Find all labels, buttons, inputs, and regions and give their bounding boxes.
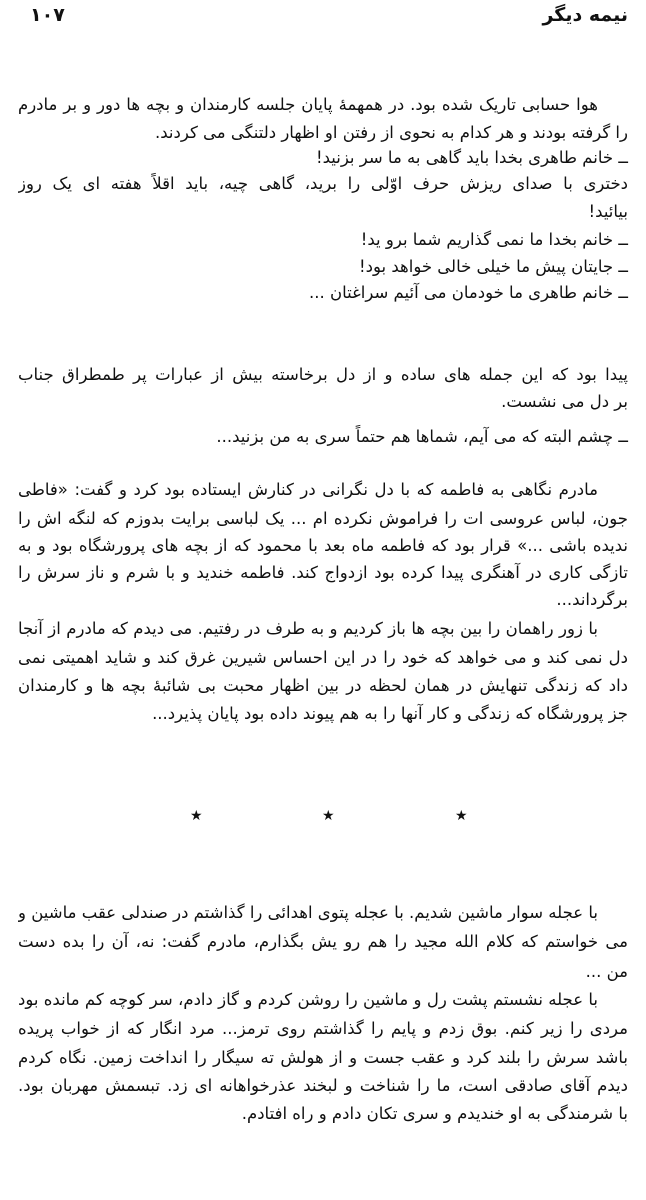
- text-line: مردی را زیر کنم. بوق زدم و پایم را گذاشتم روی ترمز... مرد انگار که از خواب پریده: [18, 1019, 628, 1038]
- text-line: باشد سرش را بلند کرد و عقب جست و از هولش ته سیگار را انداخت زمین. نگاه کردم: [18, 1048, 628, 1067]
- text-line: مادرم نگاهی به فاطمه که با دل نگرانی در کنارش ایستاده بود کرد و گفت: «فاطی: [18, 480, 598, 499]
- text-line: ــ خانم بخدا ما نمی گذاریم شما برو ید!: [360, 230, 628, 249]
- text-line: بیائید!: [588, 202, 628, 221]
- section-separator: [0, 808, 646, 832]
- text-line: دل نمی کند و می خواهد که خود را در این احساس شیرین غرق کند و شاید اهمیتی نمی: [18, 648, 628, 667]
- text-line: ندیده باشی ...» قرار بود که فاطمه ماه بعد با محمود که از بچه های پرورشگاه بود و به: [18, 536, 628, 555]
- text-line: ــ چشم البته که می آیم، شماها هم حتماً سری به من بزنید...: [216, 427, 628, 446]
- text-line: دیدم آقای صادقی است، ما را شناخت و لبخند عذرخواهانه ای زد. تبسمش مهربان بود.: [18, 1076, 628, 1095]
- running-title: نیمه دیگر: [542, 4, 628, 26]
- star-icon: ★: [190, 808, 203, 824]
- text-line: بر دل می نشست.: [501, 392, 628, 411]
- text-line: تازگی کاری در آهنگری پیدا کرده بود ازدواج کند. فاطمه خندید و با شرم و ناز سرش را: [18, 563, 628, 582]
- text-line: پیدا بود که این جمله های ساده و از دل برخاسته بیش از عبارات پر طمطراق جناب: [18, 365, 628, 384]
- text-line: را گرفته بودند و هر کدام به نحوی از رفتن او اظهار دلتنگی می کردند.: [155, 123, 628, 142]
- text-line: دختری با صدای ریزش حرف اوّلی را برید، گاهی چیه، باید اقلاً هفته ای یک روز: [18, 174, 628, 193]
- text-line: با عجله نشستم پشت رل و ماشین را روشن کردم و گاز دادم، سر کوچه کم مانده بود: [18, 990, 598, 1009]
- text-line: ــ خانم طاهری ما خودمان می آئیم سراغتان ...: [309, 283, 628, 302]
- text-line: با عجله سوار ماشین شدیم. با عجله پتوی اهدائی را گذاشتم در صندلی عقب ماشین و: [18, 903, 598, 922]
- text-line: ــ خانم طاهری بخدا باید گاهی به ما سر بزنید!: [315, 148, 628, 167]
- star-icon: ★: [455, 808, 468, 824]
- text-line: جز پرورشگاه که زندگی و کار آنها را به هم پیوند داده بود پایان پذیرد...: [152, 704, 628, 723]
- text-line: می خواستم که کلام الله مجید را هم رو یش بگذارم، مادرم گفت: نه، آن را بده دست: [18, 932, 628, 951]
- text-line: هوا حسابی تاریک شده بود. در همهمهٔ پایان جلسه کارمندان و بچه ها دور و بر مادرم: [18, 95, 598, 114]
- text-line: با زور راهمان را بین بچه ها باز کردیم و به طرف در رفتیم. می دیدم که مادرم از آنجا: [18, 619, 598, 638]
- text-line: برگرداند...: [556, 590, 628, 609]
- text-line: ــ جایتان پیش ما خیلی خالی خواهد بود!: [359, 257, 628, 276]
- text-line: من ...: [585, 962, 628, 981]
- text-line: با شرمندگی به او خندیدم و سری تکان دادم و راه افتادم.: [241, 1104, 628, 1123]
- star-icon: ★: [322, 808, 335, 824]
- text-line: داد که زندگی تنهایش در همان لحظه در بین اظهار محبت بی شائبهٔ بچه ها و کارمندان: [18, 676, 628, 695]
- page-number: ۱۰۷: [30, 4, 65, 26]
- text-line: جون، لباس عروسی ات را فراموش نکرده ام ... یک لباسی برایت بدوزم که لنگه اش را: [18, 509, 628, 528]
